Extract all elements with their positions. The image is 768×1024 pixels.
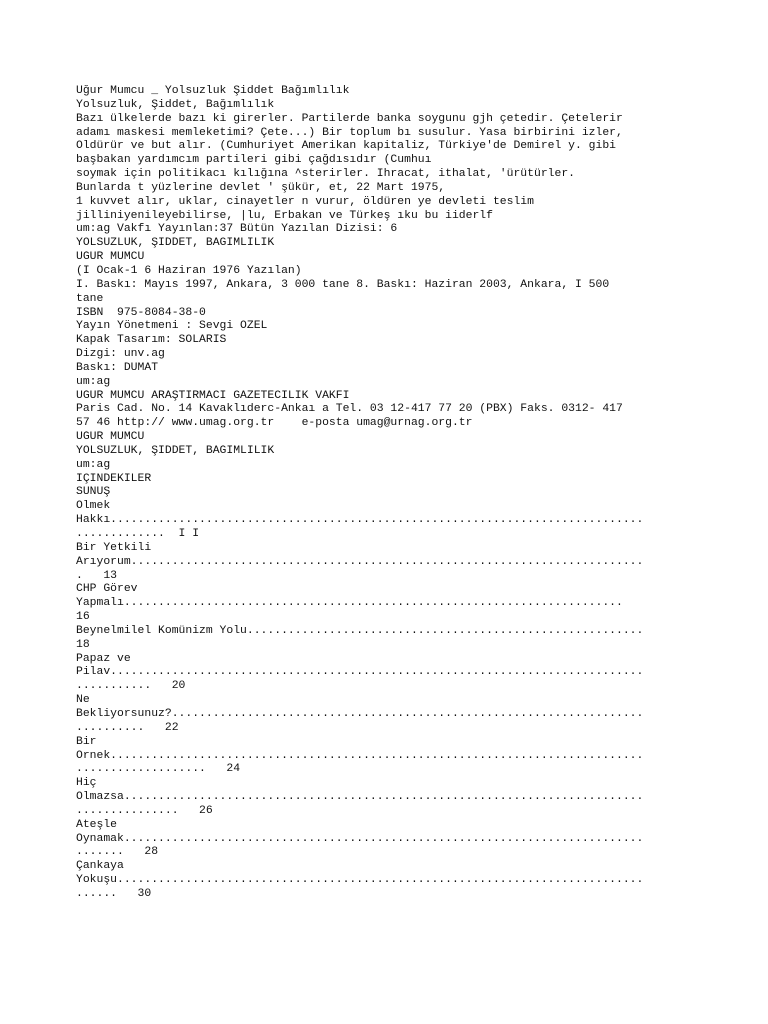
text-line: ............. I I [76,528,200,540]
text-line: Öldürür ve but alır. (Cumhuriyet Amerikan kapitaliz, Türkiye'de Demirel y. gibi [76,140,617,153]
text-line: 1 kuvvet alır, uklar, cinayetler n vurur, öldüren ye devleti teslim [76,195,534,208]
text-line: Olmazsa............................................................................ [76,791,644,804]
text-line: adamı maskesi memleketimi? Çete...) Bir toplum bı susulur. Yasa birbirini izler, [76,126,623,139]
text-line: tane [76,292,104,305]
text-line: I. Baskı: Mayıs 1997, Ankara, 3 000 tane 8. Baskı: Haziran 2003, Ankara, I 500 [76,278,610,291]
text-line: um:ag [76,458,111,471]
text-line: Kapak Tasarım: SOLARİS [76,334,227,347]
text-line: Ateşle [76,818,118,831]
text-line: SUNUŞ [76,486,111,499]
text-line: 57 46 http:// www.umag.org.tr e-posta umag@urnag.org.tr [76,417,473,430]
text-line: Hiç [76,777,97,790]
document-text [76,85,696,902]
text-line: İÇİNDEKİLER [76,472,152,485]
text-line: jilliniyenileyebilirse, |lu, Erbakan ve Türkeş ıku bu iiderlf [76,209,493,222]
text-line: Yayın Yönetmeni : Sevgi ÖZEL [76,320,268,333]
text-line: .......... 22 [76,721,179,734]
text-line: ...... 30 [76,887,152,900]
text-line: Beynelmilel Komünizm Yolu.......................................................... [76,624,644,637]
text-line: Hakkı.............................................................................. [76,514,644,527]
text-line: Örnek.............................................................................. [76,749,644,762]
text-line: YOLSUZLUK, ŞİDDET, BAGIMLILIK [76,237,275,250]
text-line: soymak için politikacı kılığına ^sterirler. İhracat, ithalat, 'ürütürler. [76,168,575,181]
text-line: Uğur Mumcu _ Yolsuzluk Şiddet Bağımlılık [76,85,350,97]
text-line: Bazı ülkelerde bazı ki girerler. Partilerde banka soygunu gjh çetedir. Çetelerir [76,112,623,125]
text-line: Papaz ve [76,652,131,665]
text-line: ................... 24 [76,763,241,776]
text-line: Yolsuzluk, Şiddet, Bağımlılık [76,98,275,111]
text-line: Bunlarda t yüzlerine devlet ' şükür, et, 22 Mart 1975, [76,181,446,194]
text-line: UĞUR MUMCU [76,251,145,264]
text-line: Baskı: DUMAT [76,361,159,374]
text-line: Bir Yetkili [76,541,152,554]
text-line: ISBN 975-8084-38-0 [76,306,206,319]
text-line: Paris Cad. No. 14 Kavaklıderc-Ankaı a Tel. 03 12-417 77 20 (PBX) Faks. 0312- 417 [76,403,623,416]
text-line: um:ag Vakfı Yayınlan:37 Bütün Yazılan Dizisi: 6 [76,223,398,236]
text-line: ....... 28 [76,846,159,859]
text-line: Bir [76,735,97,748]
text-line: Ne [76,694,90,707]
text-line: um:ag [76,375,111,388]
text-line: UĞUR MUMCU [76,431,145,444]
text-line: ............... 26 [76,804,213,817]
text-line: Arıyorum........................................................................... [76,555,644,568]
text-line: başbakan yardımcım partileri gibi çağdısıdır (Cumhuı [76,154,432,167]
text-line: 16 [76,611,90,624]
text-line: Pilav.............................................................................. [76,666,644,679]
text-line: YOLSUZLUK, ŞİDDET, BAĞIMLILIK [76,444,275,457]
text-line: Bekliyorsunuz?..................................................................... [76,707,644,720]
text-line: ........... 20 [76,680,186,693]
text-line: Ölmek [76,500,111,513]
text-line: Dizgi: unv.ag [76,348,165,361]
text-line: Çankaya [76,860,124,873]
text-line: (I Ocak-1 6 Haziran 1976 Yazılan) [76,264,302,277]
text-line: Yapmalı......................................................................... [76,597,623,610]
text-line: CHP Görev [76,583,138,596]
text-line: Oynamak............................................................................ [76,832,644,845]
text-line: 18 [76,638,90,651]
text-line: Yokuşu............................................................................. [76,874,644,887]
text-line: . 13 [76,569,118,582]
text-line: UĞUR MUMCU ARAŞTIRMACI GAZETECİLİK VAKFI [76,389,350,402]
